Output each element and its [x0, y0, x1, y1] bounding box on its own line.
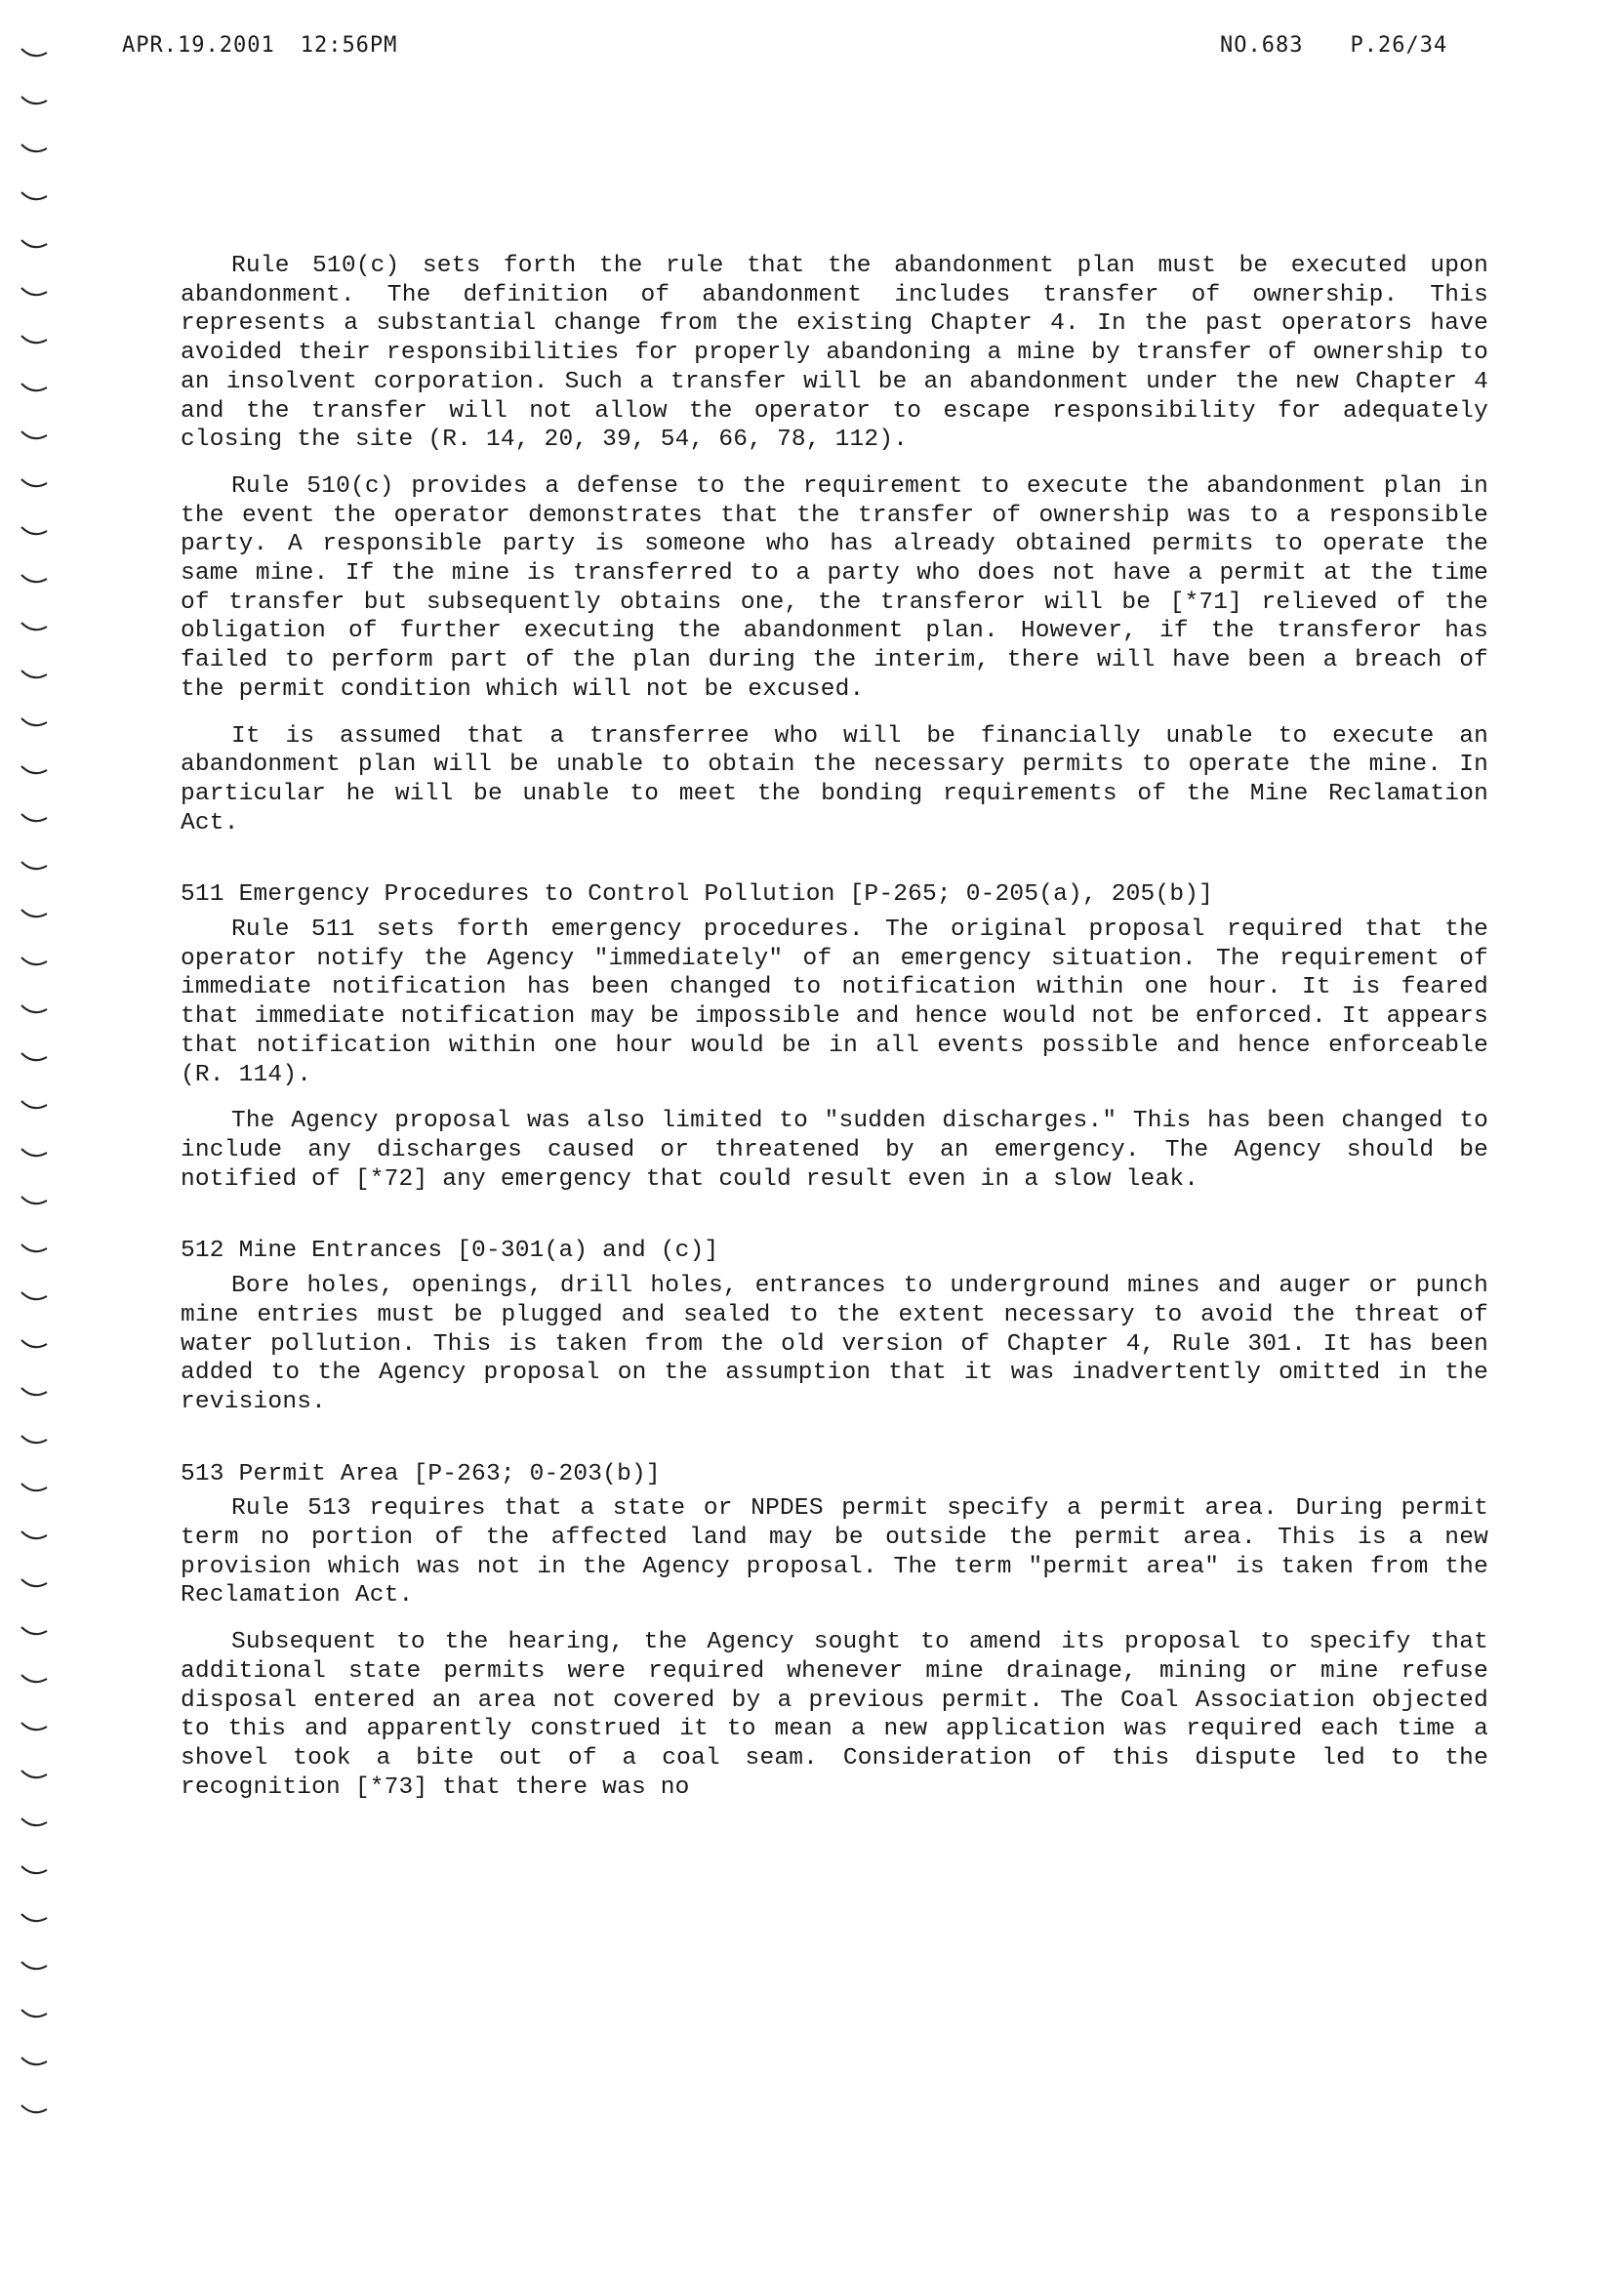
binding-mark: [21, 862, 47, 869]
binding-mark: [21, 2058, 47, 2064]
binding-mark: [21, 958, 47, 964]
binding-mark: [21, 1053, 47, 1060]
binding-mark: [21, 1340, 47, 1347]
fax-number: NO.683: [1220, 33, 1304, 58]
section-heading-511: 511 Emergency Procedures to Control Pollution [P-265; 0-205(a), 205(b)]: [181, 881, 1214, 909]
document-body: [181, 252, 1488, 1819]
binding-mark: [21, 1675, 47, 1682]
fax-header: [0, 33, 1624, 72]
binding-mark: [21, 192, 47, 199]
paragraph-rule-510c-defense: Rule 510(c) provides a defense to the requirement to execute the abandonment plan in the event the operator demonstrates that the transfer of ownership was to a responsible party. A responsible party is someone who has already obtained permits to operate the same mine. If the mine is transferred to a party who does not have a permit at the time of transfer but subsequently obtains one, the transferor will be [*71] relieved of the obligation of further executing the abandonment plan. However, if the transferor has failed to perform part of the plan during the interim, there will have been a breach of the permit condition which will not be excused.: [181, 472, 1488, 703]
binding-mark: [21, 1292, 47, 1299]
paragraph-mine-entrances: Bore holes, openings, drill holes, entrances to underground mines and auger or punch mine entries must be plugged and sealed to the extent necessary to avoid the threat of water pollution. This is taken from the old version of Chapter 4, Rule 301. It has been added to the Agency proposal on the assumption that it was inadvertently omitted in the revisions.: [181, 1273, 1488, 1415]
binding-mark: [21, 671, 47, 677]
binding-mark: [21, 431, 47, 438]
paragraph-rule-510c-abandonment: Rule 510(c) sets forth the rule that the abandonment plan must be executed upon abandonment. The definition of abandonment includes transfer of ownership. This represents a substantial change from the existing Chapter 4. In the past operators have avoided their responsibilities for properly abandoning a mine by transfer of ownership to an insolvent corporation. Such a transfer will be an abandonment under the new Chapter 4 and the transfer will not allow the operator to escape responsibility for adequately closing the site (R. 14, 20, 39, 54, 66, 78, 112).: [181, 253, 1488, 454]
binding-mark: [21, 2105, 47, 2112]
binding-mark: [21, 1962, 47, 1969]
fax-page-number: P.26/34: [1350, 33, 1448, 58]
binding-mark: [21, 718, 47, 725]
binding-mark: [21, 766, 47, 773]
binding-mark: [21, 1914, 47, 1921]
binding-edge-marks: [18, 39, 57, 2186]
binding-mark: [21, 1723, 47, 1730]
binding-mark: [21, 479, 47, 486]
binding-mark: [21, 240, 47, 247]
fax-time: 12:56PM: [300, 33, 398, 58]
binding-mark: [21, 1627, 47, 1634]
binding-mark: [21, 1531, 47, 1538]
binding-mark: [21, 575, 47, 582]
fax-date: APR.19.2001: [122, 33, 275, 58]
binding-mark: [21, 1197, 47, 1203]
binding-mark: [21, 1388, 47, 1395]
binding-mark: [21, 336, 47, 343]
binding-mark: [21, 814, 47, 821]
paragraph-sudden-discharges: The Agency proposal was also limited to "sudden discharges." This has been changed to include any discharges caused or threatened by an emergency. The Agency should be notified of [*72] any emergency that could result even in a slow leak.: [181, 1108, 1488, 1193]
binding-mark: [21, 144, 47, 151]
binding-mark: [21, 97, 47, 103]
paragraph-rule-511-procedures: Rule 511 sets forth emergency procedures. The original proposal required that the operator notify the Agency "immediately" of an emergency situation. The requirement of immediate notification has been changed to notification within one hour. It is feared that immediate notification may be impossible and hence would not be enforced. It appears that notification within one hour would be in all events possible and hence enforceable (R. 114).: [181, 917, 1488, 1088]
paragraph-rule-513-permit-area: Rule 513 requires that a state or NPDES permit specify a permit area. During permit term no portion of the affected land may be outside the permit area. This is a new provision which was not in the Agency proposal. The term "permit area" is taken from the Reclamation Act.: [181, 1495, 1488, 1610]
binding-mark: [21, 1244, 47, 1251]
binding-mark: [21, 1005, 47, 1012]
binding-mark: [21, 1149, 47, 1156]
paragraph-amendment-dispute: Subsequent to the hearing, the Agency sought to amend its proposal to specify that additional state permits were required whenever mine drainage, mining or mine refuse disposal entered an area not covered by a previous permit. The Coal Association objected to this and apparently construed it to mean a new application was required each time a shovel took a bite out of a coal seam. Consideration of this dispute led to the recognition [*73] that there was no: [181, 1629, 1488, 1801]
binding-mark: [21, 1484, 47, 1490]
binding-mark: [21, 1101, 47, 1108]
binding-mark: [21, 288, 47, 295]
binding-mark: [21, 1866, 47, 1873]
fax-header-right: [1220, 33, 1447, 58]
binding-mark: [21, 1436, 47, 1443]
binding-mark: [21, 1771, 47, 1777]
fax-header-left: [122, 33, 397, 58]
binding-mark: [21, 910, 47, 917]
section-heading-512: 512 Mine Entrances [0-301(a) and (c)]: [181, 1238, 719, 1265]
binding-mark: [21, 49, 47, 56]
binding-mark: [21, 384, 47, 390]
binding-mark: [21, 1818, 47, 1825]
binding-mark: [21, 2010, 47, 2017]
binding-mark: [21, 527, 47, 534]
paragraph-transferree-assumption: It is assumed that a transferree who will be financially unable to execute an abandonment plan will be unable to obtain the necessary permits to operate the mine. In particular he will be unable to meet the bonding requirements of the Mine Reclamation Act.: [181, 722, 1488, 836]
binding-mark: [21, 623, 47, 630]
section-heading-513: 513 Permit Area [P-263; 0-203(b)]: [181, 1460, 661, 1487]
binding-mark: [21, 1579, 47, 1586]
